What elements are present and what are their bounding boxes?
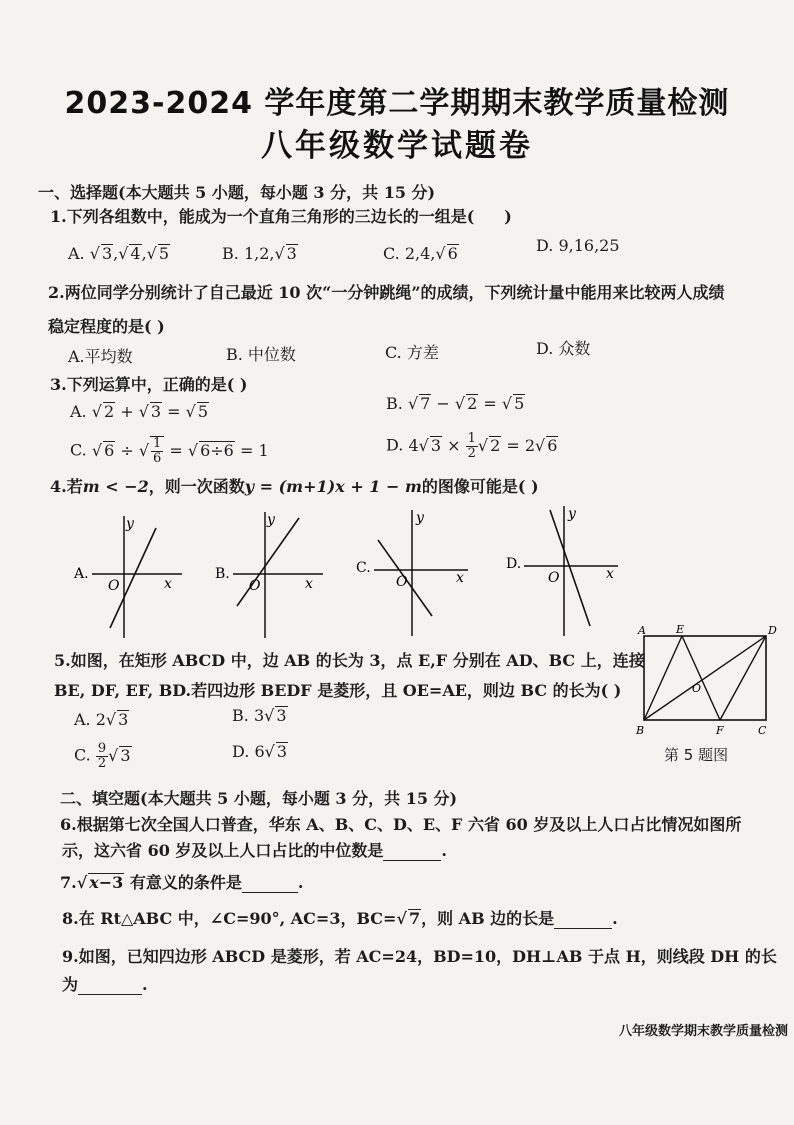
q8-text: 8.在 Rt△ABC 中，∠C=90°, AC=3，BC=: [62, 909, 397, 928]
x-label: x: [606, 566, 614, 582]
q1-stem-end: ): [504, 207, 512, 226]
q8-mid: ，则 AB 边的长是: [421, 909, 555, 928]
x-label: x: [305, 576, 313, 592]
function-line: [237, 518, 299, 606]
function-line: [550, 510, 590, 626]
point-o-label: O: [692, 682, 702, 695]
segment-fd: [720, 636, 766, 720]
q1-option-a: A. √ 3,√ 4,√ 5: [68, 244, 170, 263]
q2-option-c: C. 方差: [385, 343, 439, 362]
point-d-label: D: [768, 624, 777, 637]
q5-c-label: C.: [74, 745, 91, 765]
q1-d-label: D.: [536, 236, 554, 255]
q2-option-b: B. 中位数: [226, 345, 296, 364]
q4-stem-pre: 4.若: [50, 477, 83, 496]
q4-graph-c-label: C.: [356, 560, 371, 576]
y-label: y: [416, 510, 424, 526]
q1-a-label: A.: [68, 244, 85, 263]
q2-stem-line1: 2.两位同学分别统计了自己最近 10 次“一分钟跳绳”的成绩，下列统计量中能用来比较两人成绩: [48, 283, 725, 302]
q4-graph-a-label: A.: [74, 566, 89, 582]
point-c-label: C: [758, 724, 767, 737]
q3-option-b: B. √ 7 − √ 2 = √ 5: [386, 394, 525, 413]
point-a-label: A: [638, 624, 646, 637]
q9-prefix: 为: [62, 975, 79, 994]
q1-stem-text: 1.下列各组数中，能成为一个直角三角形的三边长的一组是(: [50, 207, 475, 226]
q8-answer-blank[interactable]: [554, 928, 612, 929]
q9-line1: 9.如图，已知四边形 ABCD 是菱形，若 AC=24，BD=10，DH⊥AB 于点 H，则线段 DH 的长: [62, 947, 777, 966]
y-label: y: [126, 516, 134, 532]
q9-answer-blank[interactable]: [78, 994, 142, 995]
origin-label: O: [548, 570, 560, 586]
q6-line1: 6.根据第七次全国人口普查，华东 A、B、C、D、E、F 六省 60 岁及以上人口占比情况如图所: [60, 815, 742, 834]
q8-line: 8.在 Rt△ABC 中，∠C=90°, AC=3，BC=√ 7，则 AB 边的长是 .: [62, 909, 618, 928]
exam-title: 2023-2024 学年度第二学期期末教学质量检测: [64, 86, 730, 121]
q1-option-d: [536, 236, 620, 255]
y-label: y: [267, 512, 275, 528]
q5-option-c: C. $\frac{9}{2}$ √ 3: [74, 741, 131, 771]
q5-b-label: B.: [232, 706, 249, 725]
x-label: x: [164, 576, 172, 592]
point-e-label: E: [676, 623, 685, 636]
q4-function: y = (m+1)x + 1 − m: [244, 477, 422, 496]
q3-d-label: D.: [386, 435, 404, 455]
q1-d-text: 9,16,25: [558, 236, 620, 255]
origin-label: O: [249, 578, 261, 594]
q7-answer-blank[interactable]: [242, 892, 298, 893]
q1-c-label: C.: [383, 244, 400, 263]
q1-option-c: C. 2,4,√ 6: [383, 244, 458, 263]
q5-option-a: A. 2√ 3: [74, 710, 129, 729]
q4-graph-d: [506, 502, 630, 638]
q4-graph-a: [74, 510, 194, 640]
q9-end: .: [142, 975, 148, 994]
q1-option-b: B. 1,2,√ 3: [222, 244, 297, 263]
q3-b-label: B.: [386, 394, 403, 413]
q5-stem-line1: 5.如图，在矩形 ABCD 中，边 AB 的长为 3，点 E,F 分别在 AD、BC 上，连接: [54, 651, 645, 670]
q4-condition: m < −2: [82, 477, 149, 496]
x-label: x: [456, 570, 464, 586]
q2-option-d: D. 众数: [536, 339, 591, 358]
q3-stem: 3.下列运算中，正确的是( ): [50, 375, 248, 394]
q4-graph-b: [215, 506, 335, 640]
q7-line: 7.√ x−3 有意义的条件是 .: [60, 873, 304, 892]
q2-stem-line2: 稳定程度的是( ): [48, 317, 165, 336]
y-label: y: [568, 506, 576, 522]
q6-answer-blank[interactable]: [383, 860, 441, 861]
q4-stem: [50, 474, 539, 497]
q4-stem-post: 的图像可能是( ): [421, 477, 539, 496]
q3-a-label: A.: [70, 402, 87, 421]
q5-figure-caption: 第 5 题图: [664, 746, 729, 764]
q7-prefix: 7.: [60, 873, 77, 892]
q9-line2: [62, 972, 148, 995]
q3-option-c: C. √ 6 ÷ √ $\frac{1}{6}$ = √ 6÷6 = 1: [70, 436, 269, 466]
q4-graph-b-label: B.: [215, 566, 230, 582]
q7-end: .: [297, 873, 304, 892]
q6-line2-text: 示，这六省 60 岁及以上人口占比的中位数是: [62, 841, 384, 860]
section1-heading: 一、选择题(本大题共 5 小题，每小题 3 分，共 15 分): [38, 183, 436, 202]
q1-stem: [50, 204, 512, 227]
q7-suffix: 有意义的条件是: [129, 873, 242, 892]
exam-subtitle: 八年级数学试题卷: [261, 128, 533, 164]
segment-ef: [682, 636, 720, 720]
q3-option-a: A. √ 2 + √ 3 = √ 5: [70, 402, 209, 421]
q8-end: .: [612, 909, 618, 928]
q5-stem-line2: BE, DF, EF, BD.若四边形 BEDF 是菱形，且 OE=AE，则边 BC 的长为( ): [54, 681, 622, 700]
q5-option-d: D. 6√ 3: [232, 742, 287, 761]
q1-c-text: 2,4,: [404, 244, 436, 263]
q4-graph-c: [356, 504, 480, 638]
q3-option-d: D. 4√ 3 × $\frac{1}{2}$ √ 2 = 2√ 6: [386, 431, 558, 461]
section2-heading: 二、填空题(本大题共 5 小题，每小题 3 分，共 15 分): [60, 789, 458, 808]
q5-a-label: A.: [74, 710, 91, 729]
origin-label: O: [396, 574, 408, 590]
page-footer: 八年级数学期末教学质量检测: [618, 1024, 788, 1039]
q6-end: .: [441, 841, 447, 860]
q4-graph-d-label: D.: [506, 556, 522, 572]
q5-d-label: D.: [232, 742, 250, 761]
q5-figure: [632, 622, 782, 738]
point-b-label: B: [636, 724, 645, 737]
q1-b-text: 1,2,: [243, 244, 275, 263]
origin-label: O: [108, 578, 120, 594]
point-f-label: F: [716, 724, 724, 737]
q1-b-label: B.: [222, 244, 239, 263]
q3-c-label: C.: [70, 440, 87, 460]
q5-option-b: B. 3√ 3: [232, 706, 287, 725]
q2-option-a: A.平均数: [68, 347, 133, 366]
q6-line2: [62, 838, 447, 861]
q4-stem-mid: ，则一次函数: [148, 477, 245, 496]
